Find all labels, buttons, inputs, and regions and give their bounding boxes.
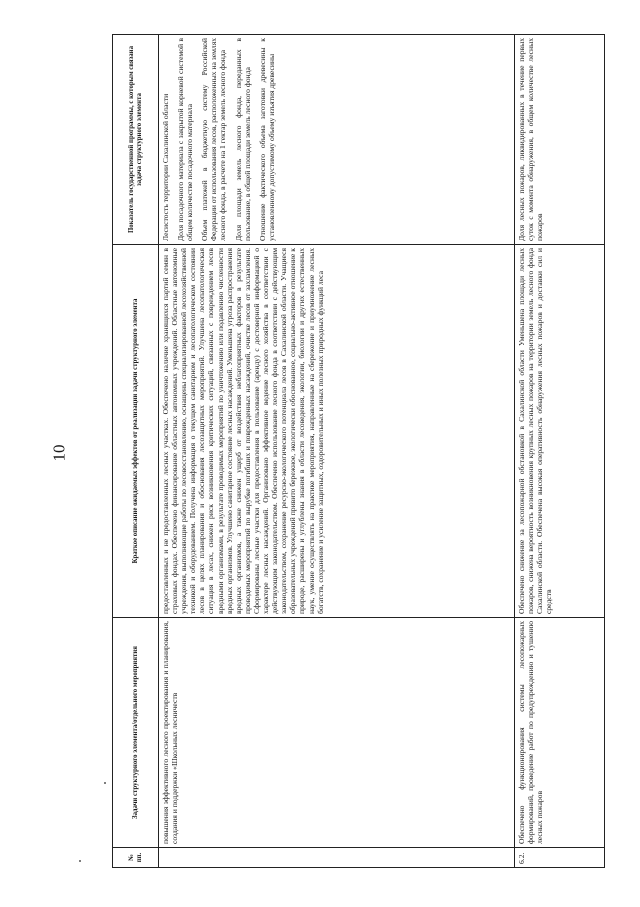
program-table (112, 34, 605, 868)
row-indicators (159, 35, 515, 245)
row-number: 6.2. (515, 848, 605, 868)
indicator: Доля лесных пожаров, ликвидированных в течение первых суток с момента обнаружения, в общем количестве лесных пожаров (517, 38, 545, 241)
header-number: № пп. (113, 848, 159, 868)
table-row (159, 35, 515, 868)
row-task: Обеспечено функционирования системы лесопожарных формирований, проведение работ по предупреждению и тушению лесных пожаров (515, 618, 605, 848)
row-effect: Обеспечено снижение за лесопожарной обстановкой в Сахалинской области Уменьшена площади лесных пожаров, снижена вероятность возникновения крупных лесных пожаров на территории земель лесного фонда Сахалинской области. Обеспечена высокая оперативность обнаружения лесных пожаров и доставки сил и средств (515, 245, 605, 618)
indicator: Лесистость территории Сахалинской области (161, 93, 170, 241)
row-indicators (515, 35, 605, 245)
page-number: 10 (49, 444, 69, 462)
indicator: Доля площади земель лесного фонда, переданных в пользование, в общей площади земель лесного фонда (233, 38, 252, 241)
header-task: Задачи структурного элемента/отдельного мероприятия (113, 618, 159, 848)
indicator: Доля посадочного материала с закрытой корневой системой в общем количестве посадочного материала (176, 38, 195, 241)
scan-speck (104, 782, 106, 784)
scan-speck (79, 860, 81, 862)
indicator: Отношение фактического объема заготовки древесины к установленному допустимому объему изъятия древесины (257, 38, 276, 241)
row-effect: предоставленных и не предоставленных лесных участках. Обеспечено наличие хранящихся партий семян в страховых фондах. Обеспечено финансирование областных автономных учреждений. Областные автономные учреждения, выполняющие работы по лесовосстановлению, оснащены специализированной лесохозяйственной техникой и оборудованием. Получена информация о текущем санитарном и лесопатологическом состоянии лесов в целях планирования и обоснования лесозащитных мероприятий. Улучшена лесопатологическая ситуация в лесах, снижен риск возникновения критических ситуаций, связанных с повреждением лесов вредными организмами, в результате проводимых мероприятий по уничтожению или подавлению численности вредных организмов. Улучшено санитарное состояние лесных насаждений. Уменьшена угроза распространения вредных организмов, а также снижен ущерб от воздействия неблагоприятных факторов в результате проводимых мероприятий по вырубке погибших и поврежденных насаждений, очистке лесов от захламления. Сформированы лесные участки для предоставления в пользование (аренду) с достоверной информацией о характере лесных насаждений. Организовано эффективное ведение лесного хозяйства в соответствии с действующим законодательством. Обеспечено использование лесного фонда в соответствии с действующим законодательством, сохранение ресурсно-экологического потенциала лесов в Сахалинской области. Учащиеся образовательных учреждений привито бережное, экологически обоснованное, социально-активное отношение к природе, расширены и углублены знания в области лесоведения, экологии, биологии и других естественных наук, умение осуществлять на практике мероприятия, направленные на сбережение и приумножение лесных богатств, сохранение и усиление защитных, оздоровительных и иных полезных природных функций леса (159, 245, 515, 618)
table-row (515, 35, 605, 868)
rotated-table-container (112, 35, 605, 868)
header-effect: Краткое описание ожидаемых эффектов от реализации задачи структурного элемента (113, 245, 159, 618)
table-header-row (113, 35, 159, 868)
header-indicator: Показатель государственной программы, с которым связана задача структурного элемента (113, 35, 159, 245)
indicator: Объем платежей в бюджетную систему Российской Федерации от использования лесов, расположенных на землях лесного фонда, в расчете на 1 гектар земель лесного фонда (200, 38, 228, 241)
row-task: повышения эффективного лесного проектирования и планирования, создания и поддержки «Школьных лесничеств (159, 618, 515, 848)
row-number (159, 848, 515, 868)
